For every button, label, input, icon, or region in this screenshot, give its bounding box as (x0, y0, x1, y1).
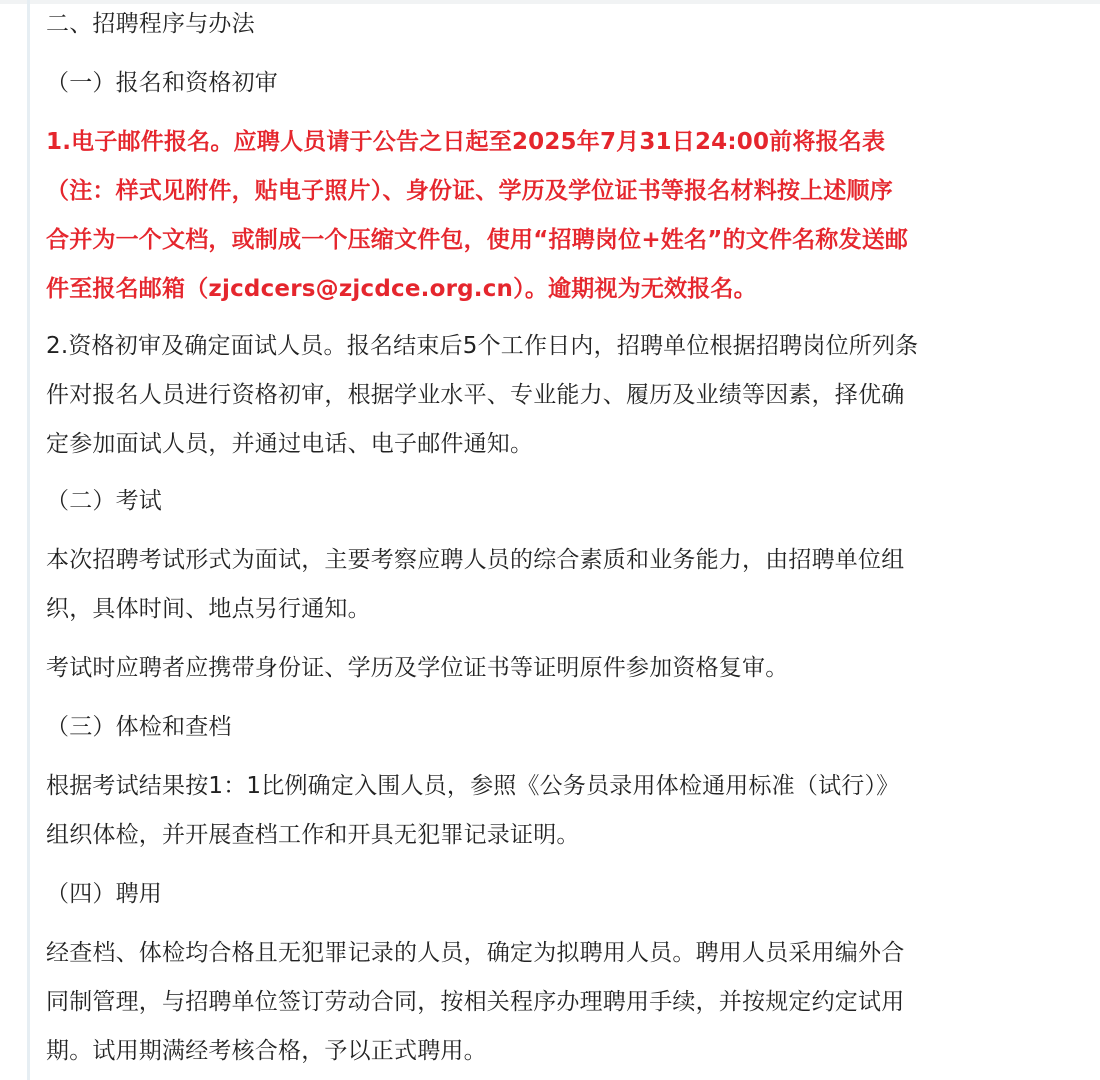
email-registration-line: 合并为一个文档，或制成一个压缩文件包，使用“招聘岗位+姓名”的文件名称发送邮 (46, 227, 909, 253)
content-left-border (27, 0, 30, 1080)
exam-note-paragraph: 考试时应聘者应携带身份证、学历及学位证书等证明原件参加资格复审。 (46, 655, 789, 681)
subsection-title-hiring: （四）聘用 (46, 881, 162, 907)
section-title: 二、招聘程序与办法 (46, 11, 255, 37)
physical-exam-line: 组织体检，并开展查档工作和开具无犯罪记录证明。 (46, 822, 580, 848)
email-registration-line: 件至报名邮箱（zjcdcers@zjcdce.org.cn）。逾期视为无效报名。 (46, 276, 757, 302)
hiring-line: 经查档、体检均合格且无犯罪记录的人员，确定为拟聘用人员。聘用人员采用编外合 (46, 940, 905, 966)
email-registration-paragraph (46, 118, 996, 314)
physical-exam-line: 根据考试结果按1：1比例确定入围人员，参照《公务员录用体检通用标准（试行）》 (46, 773, 900, 799)
exam-line: 本次招聘考试形式为面试，主要考察应聘人员的综合素质和业务能力，由招聘单位组 (46, 547, 905, 573)
hiring-paragraph (46, 929, 996, 1076)
exam-line: 织，具体时间、地点另行通知。 (46, 596, 371, 622)
initial-review-line: 定参加面试人员，并通过电话、电子邮件通知。 (46, 431, 534, 457)
subsection-title-exam: （二）考试 (46, 488, 162, 514)
subsection-title-registration: （一）报名和资格初审 (46, 70, 278, 96)
email-registration-line: 1.电子邮件报名。应聘人员请于公告之日起至2025年7月31日24:00前将报名表 (46, 129, 886, 155)
physical-exam-paragraph (46, 762, 996, 860)
initial-review-line: 2.资格初审及确定面试人员。报名结束后5个工作日内，招聘单位根据招聘岗位所列条 (46, 333, 919, 359)
exam-paragraph (46, 536, 996, 634)
hiring-line: 期。试用期满经考核合格，予以正式聘用。 (46, 1038, 487, 1064)
subsection-title-physical: （三）体检和查档 (46, 714, 232, 740)
initial-review-paragraph (46, 322, 996, 469)
initial-review-line: 件对报名人员进行资格初审，根据学业水平、专业能力、履历及业绩等因素，择优确 (46, 382, 905, 408)
email-registration-line: （注：样式见附件，贴电子照片）、身份证、学历及学位证书等报名材料按上述顺序 (46, 178, 893, 204)
hiring-line: 同制管理，与招聘单位签订劳动合同，按相关程序办理聘用手续，并按规定约定试用 (46, 989, 905, 1015)
